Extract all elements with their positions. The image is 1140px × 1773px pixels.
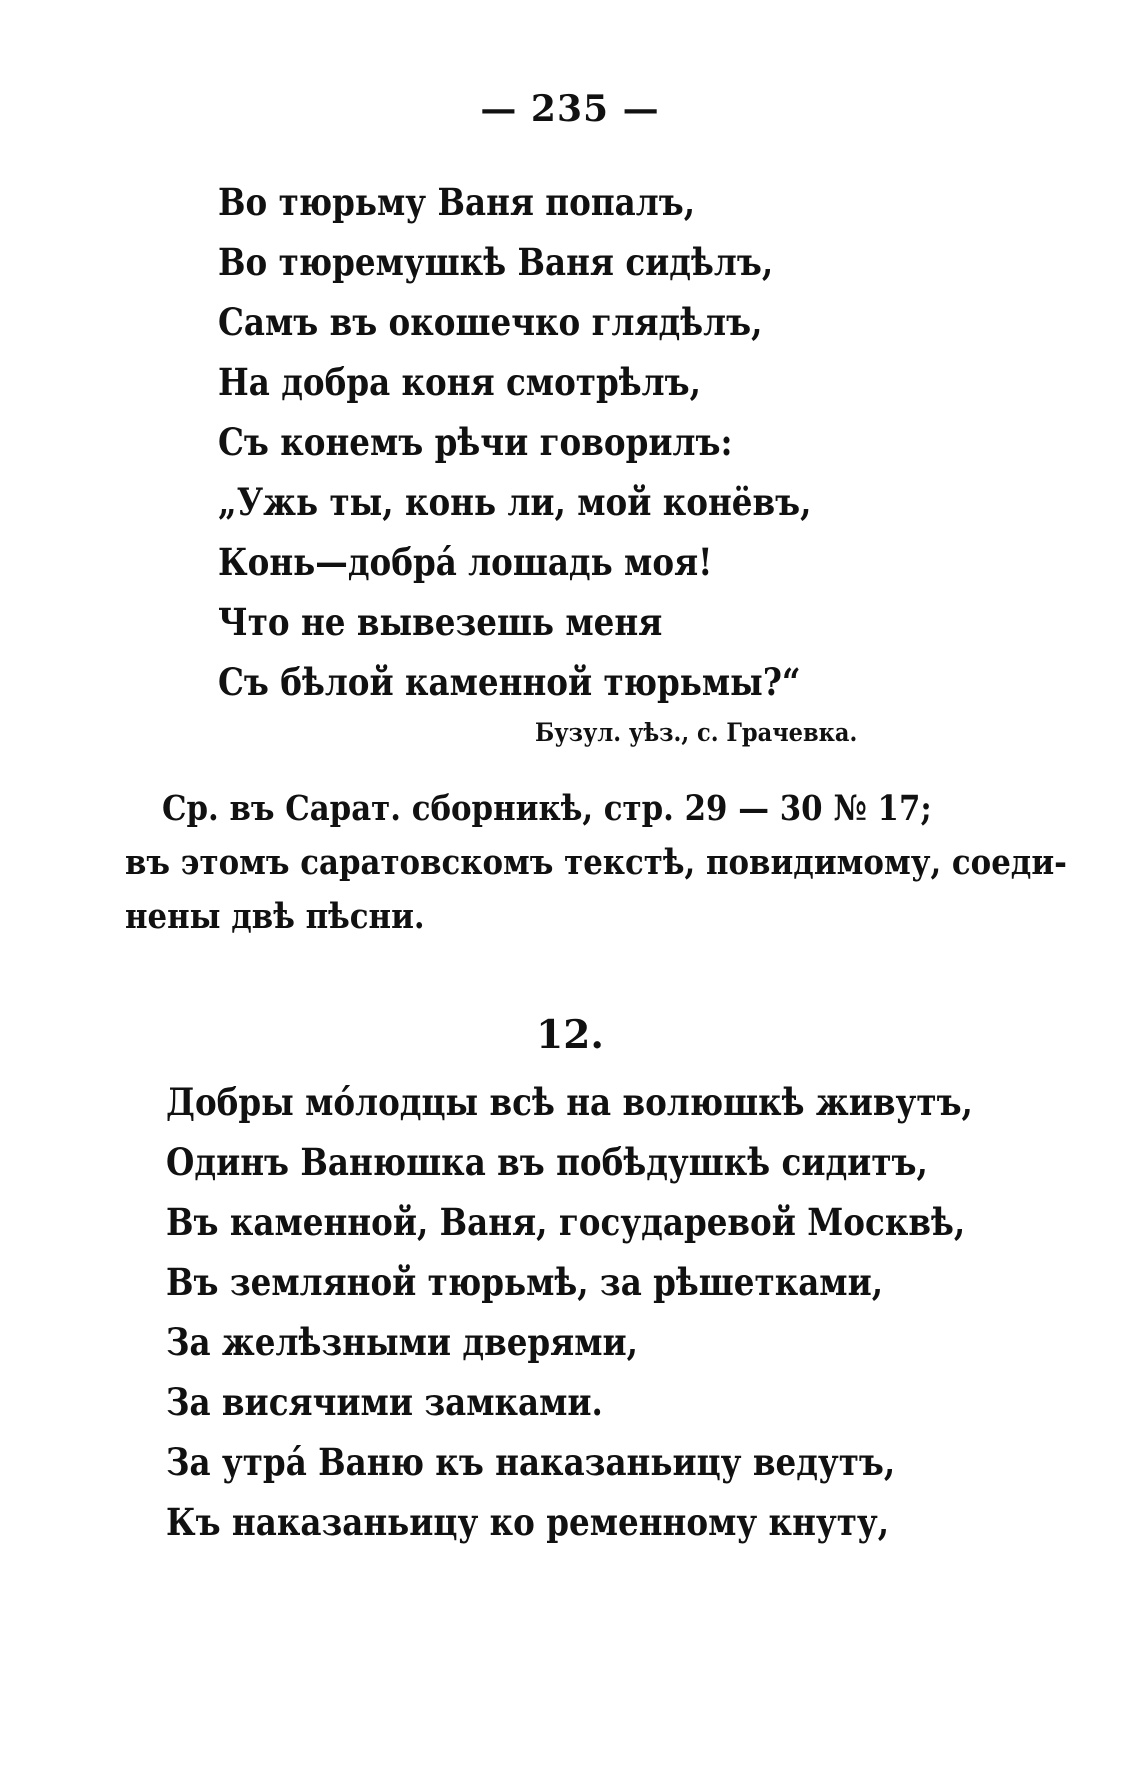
poem-1 (218, 172, 1038, 712)
poem-1-line: Съ конемъ рѣчи говорилъ: (218, 420, 733, 464)
poem-2-line: Одинъ Ванюшка въ побѣдушкѣ сидитъ, (166, 1140, 928, 1184)
note-line: въ этомъ саратовскомъ текстѣ, повидимому, соеди- (125, 842, 1067, 883)
poem-1-line: Во тюремушкѣ Ваня сидѣлъ, (218, 240, 774, 284)
poem-1-line: Съ бѣлой каменной тюрьмы?“ (218, 660, 801, 704)
poem-2-line: Къ наказаньицу ко ременному кнуту, (166, 1500, 890, 1544)
poem-1-line: Конь—добрá лошадь моя! (218, 540, 713, 584)
poem-2-line: Въ каменной, Ваня, государевой Москвѣ, (166, 1200, 966, 1244)
editorial-note (125, 782, 1067, 944)
poem-2-line: За желѣзными дверями, (166, 1320, 639, 1364)
poem-1-line: „Ужь ты, конь ли, мой конёвъ, (218, 480, 812, 524)
poem-2 (166, 1072, 1026, 1552)
poem-2-line: Въ земляной тюрьмѣ, за рѣшетками, (166, 1260, 884, 1304)
poem-1-line: Во тюрьму Ваня попалъ, (218, 180, 696, 224)
poem-2-line: Добры мóлодцы всѣ на волюшкѣ живутъ, (166, 1080, 973, 1124)
page-number: — 235 — (480, 88, 660, 130)
poem-2-line: За утрá Ваню къ наказаньицу ведутъ, (166, 1440, 896, 1484)
note-line: Ср. въ Сарат. сборникѣ, стр. 29 — 30 № 17; (161, 788, 932, 829)
poem-1-line: На добра коня смотрѣлъ, (218, 360, 701, 404)
poem-1-line: Самъ въ окошечко глядѣлъ, (218, 300, 763, 344)
poem-1-line: Что не вывезешь меня (218, 600, 663, 644)
poem-2-line: За висячими замками. (166, 1380, 603, 1424)
note-line: нены двѣ пѣсни. (125, 896, 425, 937)
poem-1-attribution: Бузул. уѣз., с. Грачевка. (535, 718, 858, 747)
section-number: 12. (536, 1012, 604, 1058)
